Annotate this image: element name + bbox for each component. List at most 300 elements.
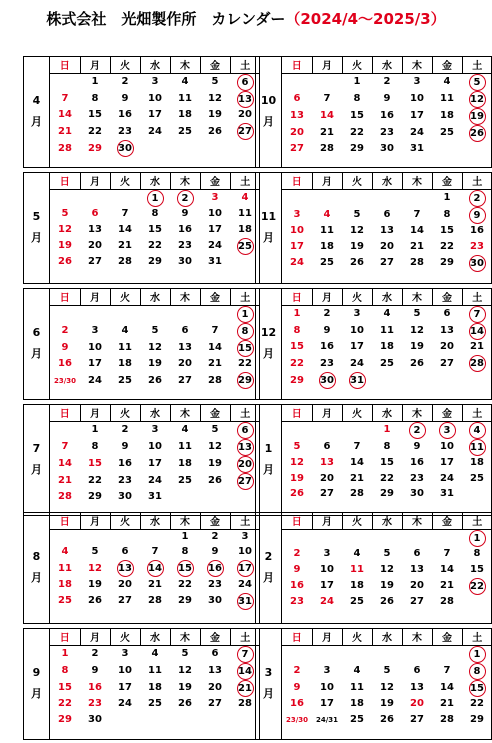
week-row bbox=[282, 142, 492, 158]
day-cell bbox=[402, 157, 432, 173]
day-cell bbox=[80, 73, 110, 91]
day-cell bbox=[372, 189, 402, 207]
day-number: 29 bbox=[88, 491, 102, 503]
circled-day-number: 16 bbox=[207, 560, 224, 577]
month-calendar-6 bbox=[23, 288, 260, 400]
day-number: 15 bbox=[148, 223, 162, 235]
day-cell bbox=[80, 663, 110, 680]
day-number: 9 bbox=[121, 441, 129, 452]
day-cell bbox=[342, 340, 372, 356]
day-cell bbox=[110, 389, 140, 405]
day-cell bbox=[50, 645, 80, 663]
circled-day-number: 14 bbox=[147, 560, 164, 577]
day-number: 17 bbox=[350, 341, 364, 353]
day-cell bbox=[372, 487, 402, 503]
day-cell bbox=[462, 421, 492, 439]
week-row bbox=[50, 490, 260, 506]
day-cell bbox=[140, 712, 170, 728]
day-cell bbox=[80, 305, 110, 323]
month-unit: 月 bbox=[31, 687, 42, 700]
day-number: 24 bbox=[148, 475, 162, 486]
day-cell bbox=[110, 697, 140, 713]
day-cell bbox=[80, 255, 110, 271]
day-number: 25 bbox=[178, 125, 192, 137]
day-cell bbox=[432, 487, 462, 503]
day-cell bbox=[170, 108, 200, 124]
day-number: 2 bbox=[211, 531, 219, 543]
day-cell bbox=[402, 125, 432, 142]
day-cell bbox=[80, 697, 110, 713]
day-cell bbox=[342, 255, 372, 272]
week-row bbox=[50, 323, 260, 340]
circled-day-number: 14 bbox=[237, 663, 254, 680]
day-number: 1 bbox=[61, 648, 69, 659]
day-cell bbox=[170, 680, 200, 697]
day-cell bbox=[110, 157, 140, 173]
weekday-header: 日 bbox=[282, 173, 312, 189]
circled-day-number: 1 bbox=[147, 190, 164, 207]
day-cell bbox=[462, 142, 492, 158]
month-unit: 月 bbox=[263, 687, 274, 700]
day-cell bbox=[372, 645, 402, 663]
week-row bbox=[282, 456, 492, 472]
day-number: 24 bbox=[118, 698, 132, 710]
day-cell bbox=[80, 439, 110, 456]
day-cell bbox=[282, 645, 312, 663]
day-cell bbox=[110, 323, 140, 340]
day-cell bbox=[282, 389, 312, 405]
week-row bbox=[282, 663, 492, 680]
day-number: 4 bbox=[61, 546, 69, 558]
day-cell bbox=[50, 680, 80, 697]
day-cell bbox=[110, 473, 140, 490]
day-cell bbox=[402, 421, 432, 439]
day-number: 28 bbox=[410, 257, 424, 269]
week-row bbox=[282, 578, 492, 595]
day-number: 9 bbox=[61, 342, 69, 353]
day-number: 11 bbox=[380, 325, 394, 336]
circled-day-number: 13 bbox=[117, 560, 134, 577]
day-number: 14 bbox=[350, 457, 364, 469]
circled-day-number: 28 bbox=[469, 355, 486, 372]
day-cell bbox=[342, 439, 372, 456]
day-number: 8 bbox=[61, 665, 69, 676]
day-number: 5 bbox=[413, 308, 421, 319]
day-number: 16 bbox=[88, 682, 102, 693]
day-number: 29 bbox=[470, 713, 484, 725]
day-number: 23 bbox=[178, 240, 192, 252]
day-number: 24 bbox=[148, 125, 162, 137]
day-cell bbox=[110, 712, 140, 728]
month-number: 3 bbox=[264, 666, 273, 680]
day-number: 1 bbox=[181, 531, 189, 543]
circled-day-number: 13 bbox=[237, 91, 254, 108]
day-number: 26 bbox=[380, 713, 394, 725]
day-number: 22 bbox=[88, 125, 102, 137]
day-cell bbox=[80, 91, 110, 108]
day-cell bbox=[342, 91, 372, 108]
weekday-header: 木 bbox=[402, 629, 432, 645]
day-cell bbox=[432, 547, 462, 563]
week-row bbox=[282, 471, 492, 487]
day-cell bbox=[282, 125, 312, 142]
day-cell bbox=[342, 323, 372, 340]
day-number: 28 bbox=[350, 488, 364, 500]
day-table bbox=[50, 173, 260, 286]
day-number: 8 bbox=[473, 548, 481, 560]
day-cell bbox=[50, 663, 80, 680]
day-number: 29 bbox=[88, 142, 102, 154]
weekday-header: 木 bbox=[170, 289, 200, 305]
day-number: 2 bbox=[293, 548, 301, 560]
day-cell bbox=[80, 712, 110, 728]
weekday-header: 金 bbox=[200, 513, 230, 529]
day-cell bbox=[140, 73, 170, 91]
day-cell bbox=[50, 560, 80, 577]
day-cell bbox=[80, 123, 110, 140]
day-number: 8 bbox=[91, 93, 99, 104]
day-cell bbox=[110, 255, 140, 271]
day-cell bbox=[372, 305, 402, 323]
day-cell bbox=[200, 357, 230, 373]
day-cell bbox=[140, 323, 170, 340]
day-cell bbox=[282, 610, 312, 626]
day-number: 23 bbox=[380, 127, 394, 138]
weekday-header: 日 bbox=[50, 289, 80, 305]
day-cell bbox=[282, 108, 312, 125]
day-cell bbox=[462, 645, 492, 663]
month-label bbox=[24, 629, 50, 739]
day-cell bbox=[110, 108, 140, 124]
circled-day-number: 15 bbox=[469, 680, 486, 697]
day-cell bbox=[432, 239, 462, 255]
day-cell bbox=[312, 355, 342, 372]
day-cell bbox=[342, 125, 372, 142]
day-number: 6 bbox=[413, 665, 421, 676]
month-number: 12 bbox=[260, 326, 277, 340]
day-cell bbox=[170, 91, 200, 108]
day-cell bbox=[312, 239, 342, 255]
day-cell bbox=[342, 456, 372, 472]
day-table bbox=[282, 173, 492, 287]
day-cell bbox=[432, 305, 462, 323]
day-cell bbox=[342, 142, 372, 158]
weekday-header: 金 bbox=[432, 57, 462, 73]
day-cell bbox=[402, 255, 432, 272]
day-number: 21 bbox=[410, 240, 424, 252]
month-unit: 月 bbox=[263, 115, 274, 128]
day-cell bbox=[432, 595, 462, 611]
day-number: 5 bbox=[61, 208, 69, 220]
day-cell bbox=[80, 680, 110, 697]
week-row bbox=[282, 239, 492, 255]
day-cell bbox=[372, 224, 402, 240]
weekday-header: 土 bbox=[462, 289, 492, 305]
day-number: 16 bbox=[58, 358, 72, 370]
page-title bbox=[0, 8, 492, 30]
day-cell bbox=[402, 578, 432, 595]
weekday-header-row bbox=[282, 173, 492, 189]
day-cell bbox=[462, 73, 492, 91]
day-cell bbox=[200, 255, 230, 271]
day-cell bbox=[110, 529, 140, 545]
day-number: 21 bbox=[440, 698, 454, 710]
day-cell bbox=[170, 340, 200, 357]
day-cell bbox=[282, 547, 312, 563]
day-cell bbox=[372, 239, 402, 255]
day-cell bbox=[342, 207, 372, 224]
day-cell bbox=[200, 323, 230, 340]
day-cell bbox=[170, 610, 200, 626]
month-label bbox=[256, 629, 282, 739]
weekday-header: 木 bbox=[402, 173, 432, 189]
day-cell bbox=[462, 487, 492, 503]
day-table bbox=[282, 57, 492, 173]
day-number: 24/31 bbox=[315, 715, 339, 724]
day-cell bbox=[200, 140, 230, 157]
day-number: 5 bbox=[91, 546, 99, 558]
day-cell bbox=[462, 91, 492, 108]
day-cell bbox=[462, 529, 492, 547]
day-number: 10 bbox=[350, 325, 364, 336]
day-number: 23/30 bbox=[285, 715, 309, 724]
weekday-header: 土 bbox=[462, 629, 492, 645]
day-cell bbox=[282, 340, 312, 356]
day-number: 7 bbox=[121, 208, 129, 220]
day-number: 25 bbox=[118, 374, 132, 386]
day-number: 3 bbox=[323, 548, 331, 560]
day-number: 3 bbox=[293, 209, 301, 220]
day-cell bbox=[342, 157, 372, 173]
day-cell bbox=[140, 560, 170, 577]
day-cell bbox=[80, 340, 110, 357]
day-number: 8 bbox=[443, 209, 451, 220]
weekday-header: 日 bbox=[282, 513, 312, 529]
day-number: 8 bbox=[293, 325, 301, 336]
weekday-header: 水 bbox=[372, 173, 402, 189]
day-number: 10 bbox=[148, 441, 162, 452]
day-cell bbox=[50, 323, 80, 340]
day-cell bbox=[462, 697, 492, 713]
day-number: 9 bbox=[383, 93, 391, 104]
day-cell bbox=[402, 305, 432, 323]
circled-day-number: 6 bbox=[237, 422, 254, 439]
day-number: 2 bbox=[121, 424, 129, 435]
month-unit: 月 bbox=[263, 347, 274, 360]
day-cell bbox=[462, 680, 492, 697]
day-cell bbox=[140, 645, 170, 663]
day-cell bbox=[312, 189, 342, 207]
day-number: 19 bbox=[208, 109, 222, 121]
day-number: 6 bbox=[443, 308, 451, 319]
day-cell bbox=[170, 123, 200, 140]
day-number: 23 bbox=[290, 596, 304, 608]
day-cell bbox=[312, 421, 342, 439]
day-number: 8 bbox=[91, 441, 99, 452]
day-cell bbox=[432, 439, 462, 456]
day-number: 5 bbox=[383, 665, 391, 676]
day-cell bbox=[282, 157, 312, 173]
day-cell bbox=[80, 490, 110, 506]
day-cell bbox=[110, 456, 140, 473]
day-number: 29 bbox=[380, 488, 394, 500]
day-cell bbox=[110, 340, 140, 357]
day-cell bbox=[342, 189, 372, 207]
circled-day-number: 30 bbox=[469, 255, 486, 272]
day-number: 11 bbox=[440, 93, 454, 104]
day-cell bbox=[50, 140, 80, 157]
day-number: 3 bbox=[121, 648, 129, 659]
day-number: 25 bbox=[440, 127, 454, 138]
day-number: 25 bbox=[350, 596, 364, 608]
day-cell bbox=[200, 91, 230, 108]
day-cell bbox=[312, 157, 342, 173]
day-number: 17 bbox=[208, 223, 222, 235]
day-cell bbox=[140, 490, 170, 506]
month-number: 2 bbox=[264, 550, 273, 564]
circled-day-number: 7 bbox=[237, 646, 254, 663]
day-number: 17 bbox=[320, 580, 334, 592]
week-row bbox=[282, 323, 492, 340]
day-number: 28 bbox=[118, 256, 132, 268]
day-cell bbox=[140, 238, 170, 255]
day-number: 12 bbox=[58, 223, 72, 235]
day-cell bbox=[432, 207, 462, 224]
day-cell bbox=[432, 471, 462, 487]
day-cell bbox=[200, 473, 230, 490]
week-row bbox=[50, 123, 260, 140]
day-number: 27 bbox=[290, 143, 304, 155]
day-number: 30 bbox=[380, 143, 394, 155]
day-number: 31 bbox=[440, 488, 454, 500]
day-cell bbox=[110, 545, 140, 561]
circled-day-number: 27 bbox=[237, 123, 254, 140]
month-unit: 月 bbox=[263, 231, 274, 244]
day-number: 27 bbox=[88, 256, 102, 268]
day-cell bbox=[140, 340, 170, 357]
day-number: 28 bbox=[440, 596, 454, 608]
weekday-header-row bbox=[282, 57, 492, 73]
day-cell bbox=[110, 73, 140, 91]
day-number: 22 bbox=[238, 358, 252, 370]
day-cell bbox=[110, 421, 140, 439]
day-cell bbox=[312, 712, 342, 728]
day-number: 16 bbox=[320, 341, 334, 353]
day-cell bbox=[372, 697, 402, 713]
weekday-header: 火 bbox=[110, 513, 140, 529]
day-cell bbox=[372, 578, 402, 595]
day-cell bbox=[372, 471, 402, 487]
day-table bbox=[282, 405, 492, 518]
day-number: 3 bbox=[353, 308, 361, 319]
day-number: 4 bbox=[383, 308, 391, 319]
month-number: 8 bbox=[32, 550, 41, 564]
day-number: 5 bbox=[383, 548, 391, 560]
day-number: 5 bbox=[293, 441, 301, 452]
day-cell bbox=[200, 439, 230, 456]
day-cell bbox=[402, 487, 432, 503]
day-cell bbox=[372, 728, 402, 743]
day-number: 2 bbox=[323, 308, 331, 319]
day-number: 28 bbox=[320, 143, 334, 155]
weekday-header: 土 bbox=[230, 629, 260, 645]
day-cell bbox=[50, 238, 80, 255]
day-cell bbox=[342, 372, 372, 389]
day-cell bbox=[372, 142, 402, 158]
week-row bbox=[282, 562, 492, 578]
day-cell bbox=[312, 439, 342, 456]
day-cell bbox=[372, 680, 402, 697]
day-cell bbox=[432, 323, 462, 340]
weekday-header: 日 bbox=[282, 289, 312, 305]
weekday-header: 木 bbox=[402, 289, 432, 305]
day-number: 10 bbox=[148, 93, 162, 104]
circled-day-number: 2 bbox=[177, 190, 194, 207]
month-calendar-2 bbox=[255, 512, 492, 624]
month-number: 6 bbox=[32, 326, 41, 340]
day-cell bbox=[140, 610, 170, 626]
day-cell bbox=[50, 305, 80, 323]
week-row bbox=[282, 645, 492, 663]
weekday-header: 火 bbox=[110, 173, 140, 189]
day-number: 18 bbox=[238, 223, 252, 235]
day-cell bbox=[402, 645, 432, 663]
week-row bbox=[50, 357, 260, 373]
day-cell bbox=[312, 305, 342, 323]
day-number: 27 bbox=[380, 257, 394, 269]
weekday-header: 木 bbox=[170, 629, 200, 645]
day-cell bbox=[432, 224, 462, 240]
weekday-header: 月 bbox=[80, 289, 110, 305]
day-cell bbox=[200, 560, 230, 577]
day-cell bbox=[282, 439, 312, 456]
month-unit: 月 bbox=[31, 571, 42, 584]
day-number: 27 bbox=[410, 596, 424, 608]
day-number: 25 bbox=[470, 472, 484, 484]
day-number: 2 bbox=[61, 325, 69, 336]
day-cell bbox=[372, 663, 402, 680]
day-number: 30 bbox=[410, 488, 424, 500]
day-cell bbox=[50, 372, 80, 389]
day-number: 3 bbox=[323, 665, 331, 676]
day-cell bbox=[200, 728, 230, 743]
week-row bbox=[50, 728, 260, 743]
day-cell bbox=[170, 305, 200, 323]
weekday-header: 金 bbox=[200, 289, 230, 305]
day-number: 20 bbox=[118, 578, 132, 590]
day-number: 5 bbox=[211, 76, 219, 87]
day-cell bbox=[312, 645, 342, 663]
day-cell bbox=[50, 73, 80, 91]
day-cell bbox=[312, 389, 342, 405]
day-cell bbox=[200, 545, 230, 561]
month-calendar-11 bbox=[255, 172, 492, 284]
week-row bbox=[282, 529, 492, 547]
circled-day-number: 26 bbox=[469, 125, 486, 142]
day-cell bbox=[140, 389, 170, 405]
weekday-header: 月 bbox=[80, 173, 110, 189]
day-number: 22 bbox=[350, 127, 364, 138]
day-number: 19 bbox=[148, 358, 162, 370]
weekday-header: 水 bbox=[372, 289, 402, 305]
day-cell bbox=[372, 595, 402, 611]
weekday-header: 土 bbox=[462, 173, 492, 189]
day-number: 23 bbox=[118, 125, 132, 137]
circled-day-number: 29 bbox=[237, 372, 254, 389]
day-number: 16 bbox=[118, 458, 132, 469]
week-row bbox=[50, 222, 260, 238]
day-cell bbox=[342, 487, 372, 503]
